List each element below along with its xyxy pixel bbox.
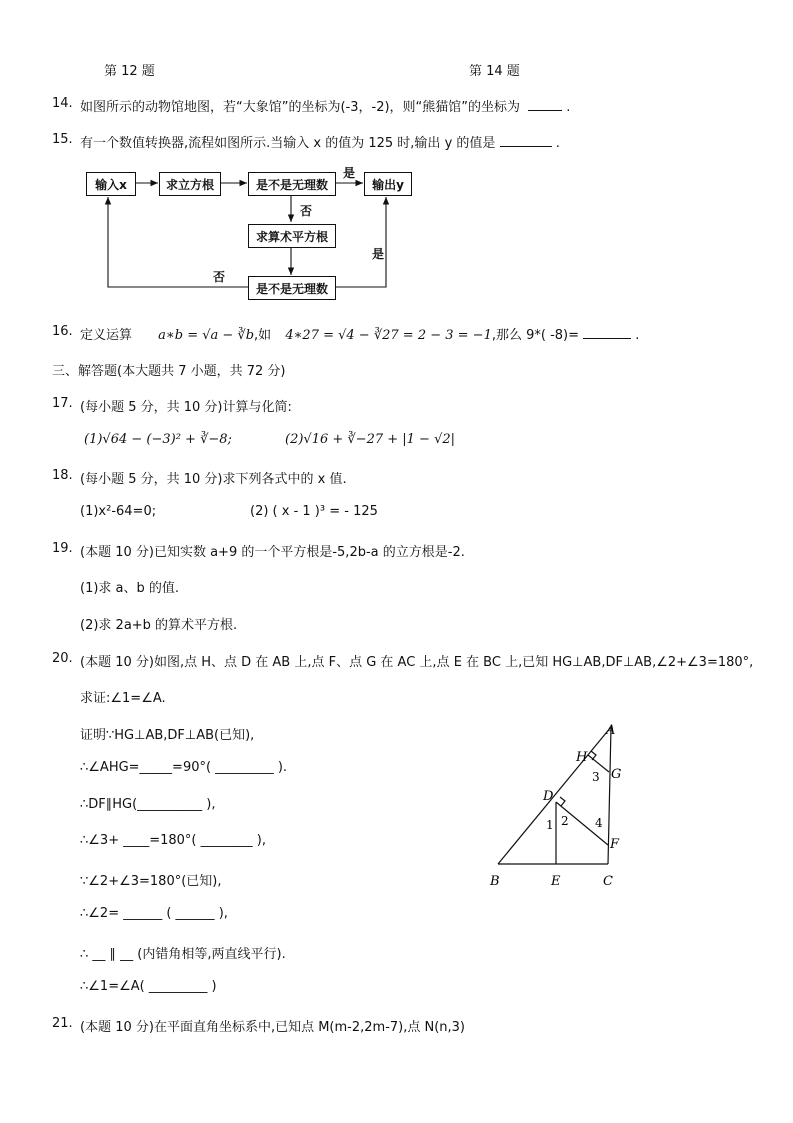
- q20-proof-line: ∴∠1=∠A( _________ ): [80, 979, 217, 994]
- q20-proof-line: ∴ __ ∥ __ (内错角相等,两直线平行).: [80, 947, 286, 962]
- flow-check1-box: 是不是无理数: [248, 172, 336, 196]
- section3-heading: 三、解答题(本大题共 7 小题，共 72 分): [52, 364, 286, 379]
- q14-text: 如图所示的动物馆地图，若“大象馆”的坐标为(-3，-2)，则“熊猫馆”的坐标为 .: [80, 100, 571, 115]
- q18-number: 18.: [52, 468, 73, 483]
- q20-triangle-figure: [480, 715, 640, 890]
- q20-proof-line: ∵∠2+∠3=180°(已知),: [80, 874, 222, 889]
- label-F: F: [610, 837, 620, 852]
- q16-number: 16.: [52, 324, 73, 339]
- angle-label-1: 1: [546, 818, 554, 832]
- label-H: H: [576, 750, 588, 765]
- q20-number: 20.: [52, 651, 73, 666]
- line-AB: [498, 727, 611, 864]
- label-A: A: [606, 723, 616, 738]
- q14-question: 如图所示的动物馆地图，若“大象馆”的坐标为(-3，-2)，则“熊猫馆”的坐标为: [80, 100, 521, 115]
- flow-output-box: 输出y: [364, 172, 412, 196]
- q20-proof-line: ∴∠AHG=_____=90°( _________ ).: [80, 760, 288, 775]
- q19-text: (本题 10 分)已知实数 a+9 的一个平方根是-5,2b-a 的立方根是-2.: [80, 545, 465, 560]
- flow-yes2-label: 是: [372, 247, 385, 261]
- q20-prove: 求证:∠1=∠A.: [80, 691, 166, 706]
- flow-sqrt-box: 求算术平方根: [248, 224, 336, 248]
- q19-number: 19.: [52, 541, 73, 556]
- q20-proof-line: 证明∵HG⊥AB,DF⊥AB(已知),: [80, 728, 255, 743]
- q19-part2: (2)求 2a+b 的算术平方根.: [80, 618, 238, 633]
- q20-text: (本题 10 分)如图,点 H、点 D 在 AB 上,点 F、点 G 在 AC 上,点 E 在 BC 上,已知 HG⊥AB,DF⊥AB,∠2+∠3=180°,: [80, 655, 754, 670]
- label-D: D: [543, 789, 554, 804]
- q17-part1: (1)√64 − (−3)² + ∛−8;: [84, 432, 232, 447]
- flowchart-connectors: [0, 0, 793, 310]
- q16-text: 定义运算 a∗b = √a − ∛b,如 4∗27 = √4 − ∛27 = 2 − 3 = −1,那么 9*( -8)= .: [80, 328, 640, 343]
- q17-number: 17.: [52, 396, 73, 411]
- label-B: B: [490, 874, 500, 889]
- flow-no2-label: 否: [213, 270, 226, 284]
- q21-number: 21.: [52, 1016, 73, 1031]
- q17-part2: (2)√16 + ∛−27 + |1 − √2|: [285, 432, 456, 447]
- flow-cube-root-box: 求立方根: [159, 172, 221, 196]
- label-C: C: [603, 874, 613, 889]
- angle-label-3: 3: [592, 770, 600, 784]
- q17-text: (每小题 5 分，共 10 分)计算与化简:: [80, 400, 292, 415]
- q21-text: (本题 10 分)在平面直角坐标系中,已知点 M(m-2,2m-7),点 N(n,3): [80, 1020, 466, 1035]
- q16-answer-blank[interactable]: [583, 326, 631, 339]
- q16-definition: a∗b = √a − ∛b: [158, 328, 255, 343]
- q18-part1: (1)x²-64=0;: [80, 504, 157, 519]
- q20-proof-line: ∴DF∥HG(__________ ),: [80, 797, 216, 812]
- q15-text: 有一个数值转换器,流程如图所示.当输入 x 的值为 125 时,输出 y 的值是 .: [80, 136, 560, 151]
- label-G: G: [611, 767, 622, 782]
- q18-text: (每小题 5 分，共 10 分)求下列各式中的 x 值.: [80, 472, 347, 487]
- flow-check2-box: 是不是无理数: [248, 276, 336, 300]
- label-E: E: [551, 874, 561, 889]
- q20-proof-line: ∴∠3+ ____=180°( ________ ),: [80, 833, 266, 848]
- q14-number: 14.: [52, 96, 73, 111]
- angle-label-4: 4: [595, 816, 603, 830]
- q18-part2: (2) ( x - 1 )³ = - 125: [250, 504, 378, 519]
- q19-part1: (1)求 a、b 的值.: [80, 581, 180, 596]
- flow-no1-label: 否: [300, 204, 313, 218]
- q16-example: 4∗27 = √4 − ∛27 = 2 − 3 = −1: [285, 328, 492, 343]
- flow-input-box: 输入x: [86, 172, 136, 196]
- q15-number: 15.: [52, 132, 73, 147]
- angle-label-2: 2: [561, 814, 569, 828]
- q20-proof-line: ∴∠2= ______ ( ______ ),: [80, 906, 228, 921]
- caption-q14: 第 14 题: [469, 64, 520, 79]
- right-angle-D: [560, 797, 565, 806]
- q15-question: 有一个数值转换器,流程如图所示.当输入 x 的值为 125 时,输出 y 的值是: [80, 136, 496, 151]
- flow-yes1-label: 是: [343, 166, 356, 180]
- caption-q12: 第 12 题: [104, 64, 155, 79]
